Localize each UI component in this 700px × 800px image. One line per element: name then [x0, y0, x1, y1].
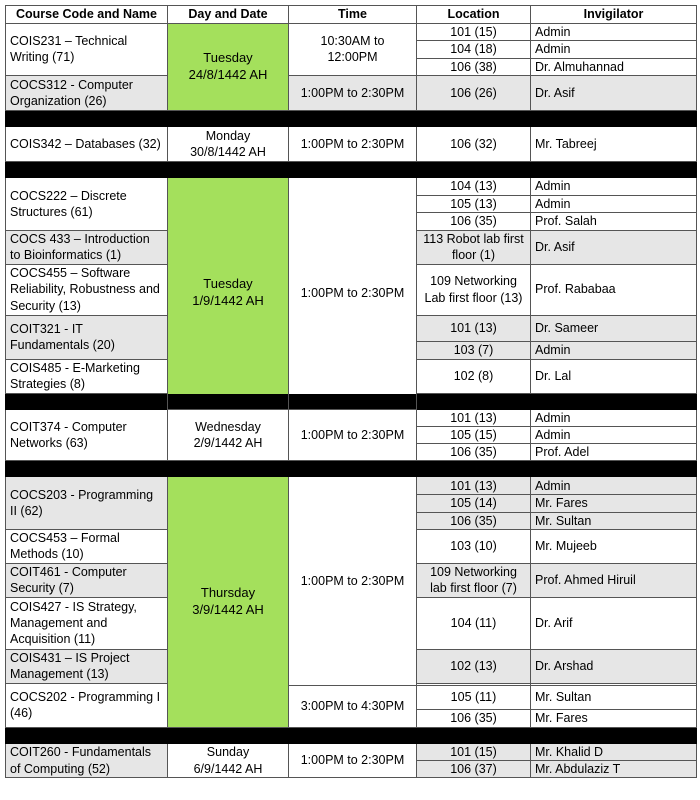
location-cell: 106 (35) — [417, 444, 531, 461]
day-date-cell — [168, 177, 289, 409]
invigilator-cell: Mr. Sultan — [531, 512, 697, 529]
invigilator-cell: Admin — [531, 477, 697, 495]
invigilator-cell: Mr. Abdulaziz T — [531, 761, 697, 778]
location-cell: 105 (13) — [417, 195, 531, 212]
header-location: Location — [417, 6, 531, 24]
invigilator-cell: Dr. Sameer — [531, 315, 697, 341]
location-cell: 106 (38) — [417, 58, 531, 75]
location-cell: 109 Networking lab first floor (7) — [417, 563, 531, 597]
header-course: Course Code and Name — [6, 6, 168, 24]
location-cell: 104 (18) — [417, 41, 531, 58]
location-cell: 102 (8) — [417, 359, 531, 393]
exam-schedule — [5, 5, 696, 791]
time-part: 10:30AM to — [320, 34, 385, 49]
course-cell: COIS231 – Technical Writing (71) — [6, 24, 168, 76]
location-cell: 103 (7) — [417, 341, 531, 359]
course-cell: COIS342 – Databases (32) — [6, 126, 168, 161]
course-cell: COIT260 - Fundamentals of Computing (52) — [6, 743, 168, 778]
location-cell: 104 (13) — [417, 177, 531, 195]
location-cell: 109 Networking Lab first floor (13) — [417, 264, 531, 315]
date-label: 1/9/1442 AH — [192, 293, 264, 309]
location-cell: 104 (11) — [417, 597, 531, 649]
location-cell: 101 (13) — [417, 409, 531, 426]
invigilator-cell: Dr. Asif — [531, 75, 697, 110]
time-part: 12:00PM — [327, 50, 378, 65]
time-cell: 1:00PM to 2:30PM — [289, 177, 417, 409]
location-cell: 106 (26) — [417, 75, 531, 110]
location-cell: 101 (13) — [417, 477, 531, 495]
time-cell: 1:00PM to 2:30PM — [289, 477, 417, 686]
course-cell: COCS222 – Discrete Structures (61) — [6, 177, 168, 230]
separator-row — [6, 461, 697, 477]
course-cell: COCS202 - Programming I (46) — [6, 683, 168, 727]
invigilator-cell: Admin — [531, 195, 697, 212]
invigilator-cell: Mr. Khalid D — [531, 743, 697, 760]
invigilator-cell: Prof. Rababaa — [531, 264, 697, 315]
time-cell: 3:00PM to 4:30PM — [289, 685, 417, 727]
invigilator-cell: Admin — [531, 177, 697, 195]
course-cell: COIS431 – IS Project Management (13) — [6, 649, 168, 683]
day-date-cell — [168, 409, 289, 461]
invigilator-cell: Admin — [531, 41, 697, 58]
invigilator-cell: Dr. Lal — [531, 359, 697, 393]
course-cell: COCS455 – Software Reliability, Robustness and Security (13) — [6, 264, 168, 315]
location-cell: 106 (32) — [417, 126, 531, 161]
date-label: 24/8/1442 AH — [188, 66, 268, 82]
course-cell: COCS 433 – Introduction to Bioinformatics (1) — [6, 231, 168, 265]
separator-row — [6, 161, 697, 177]
invigilator-cell: Dr. Almuhannad — [531, 58, 697, 75]
exam-schedule-table — [5, 5, 697, 778]
separator-row — [6, 110, 697, 126]
header-time: Time — [289, 6, 417, 24]
date-label: 6/9/1442 AH — [193, 761, 263, 776]
date-label: 3/9/1442 AH — [192, 602, 264, 617]
day-label: Tuesday — [203, 276, 253, 292]
invigilator-cell: Dr. Arshad — [531, 649, 697, 683]
day-label: Tuesday — [203, 49, 253, 65]
invigilator-cell: Mr. Mujeeb — [531, 529, 697, 563]
course-cell: COIT461 - Computer Security (7) — [6, 563, 168, 597]
header-invigilator: Invigilator — [531, 6, 697, 24]
location-cell: 101 (15) — [417, 24, 531, 41]
day-date-cell — [168, 743, 289, 778]
invigilator-cell: Mr. Tabreej — [531, 126, 697, 161]
course-cell: COCS312 - Computer Organization (26) — [6, 75, 168, 110]
course-cell: COCS203 - Programming II (62) — [6, 477, 168, 530]
location-cell: 105 (15) — [417, 426, 531, 443]
course-cell: COIS427 - IS Strategy, Management and Acquisition (11) — [6, 597, 168, 649]
time-cell: 1:00PM to 2:30PM — [289, 75, 417, 110]
header-day-date: Day and Date — [168, 6, 289, 24]
day-label: Monday — [205, 128, 251, 143]
location-cell: 101 (13) — [417, 315, 531, 341]
time-cell: 1:00PM to 2:30PM — [289, 126, 417, 161]
time-cell: 1:00PM to 2:30PM — [289, 743, 417, 778]
location-cell: 106 (35) — [417, 512, 531, 529]
day-date-cell — [168, 24, 289, 111]
day-label: Thursday — [200, 585, 256, 601]
invigilator-cell: Mr. Fares — [531, 495, 697, 512]
course-cell: COCS453 – Formal Methods (10) — [6, 529, 168, 563]
invigilator-cell: Admin — [531, 24, 697, 41]
invigilator-cell: Admin — [531, 409, 697, 426]
invigilator-cell: Dr. Asif — [531, 231, 697, 265]
day-label: Wednesday — [195, 419, 261, 434]
location-cell: 102 (13) — [417, 649, 531, 683]
invigilator-cell: Admin — [531, 426, 697, 443]
date-label: 30/8/1442 AH — [190, 144, 266, 159]
day-date-cell — [168, 477, 289, 728]
invigilator-cell: Admin — [531, 341, 697, 359]
location-cell: 105 (11) — [417, 685, 531, 709]
course-cell: COIT321 - IT Fundamentals (20) — [6, 315, 168, 359]
time-cell: 1:00PM to 2:30PM — [289, 409, 417, 461]
location-cell: 106 (35) — [417, 213, 531, 231]
location-cell: 106 (35) — [417, 709, 531, 727]
location-cell: 103 (10) — [417, 529, 531, 563]
invigilator-cell: Mr. Fares — [531, 709, 697, 727]
invigilator-cell: Prof. Adel — [531, 444, 697, 461]
location-cell: 113 Robot lab first floor (1) — [417, 231, 531, 265]
location-cell: 101 (15) — [417, 743, 531, 760]
course-cell: COIS485 - E-Marketing Strategies (8) — [6, 359, 168, 393]
location-cell: 106 (37) — [417, 761, 531, 778]
date-label: 2/9/1442 AH — [193, 435, 263, 450]
separator-row — [6, 393, 697, 409]
invigilator-cell: Mr. Sultan — [531, 685, 697, 709]
time-cell — [289, 24, 417, 76]
day-date-cell — [168, 126, 289, 161]
invigilator-cell: Prof. Salah — [531, 213, 697, 231]
course-cell: COIT374 - Computer Networks (63) — [6, 409, 168, 461]
header-row — [6, 6, 697, 24]
invigilator-cell: Dr. Arif — [531, 597, 697, 649]
invigilator-cell: Prof. Ahmed Hiruil — [531, 563, 697, 597]
separator-row — [6, 727, 697, 743]
day-label: Sunday — [206, 745, 250, 760]
location-cell: 105 (14) — [417, 495, 531, 512]
